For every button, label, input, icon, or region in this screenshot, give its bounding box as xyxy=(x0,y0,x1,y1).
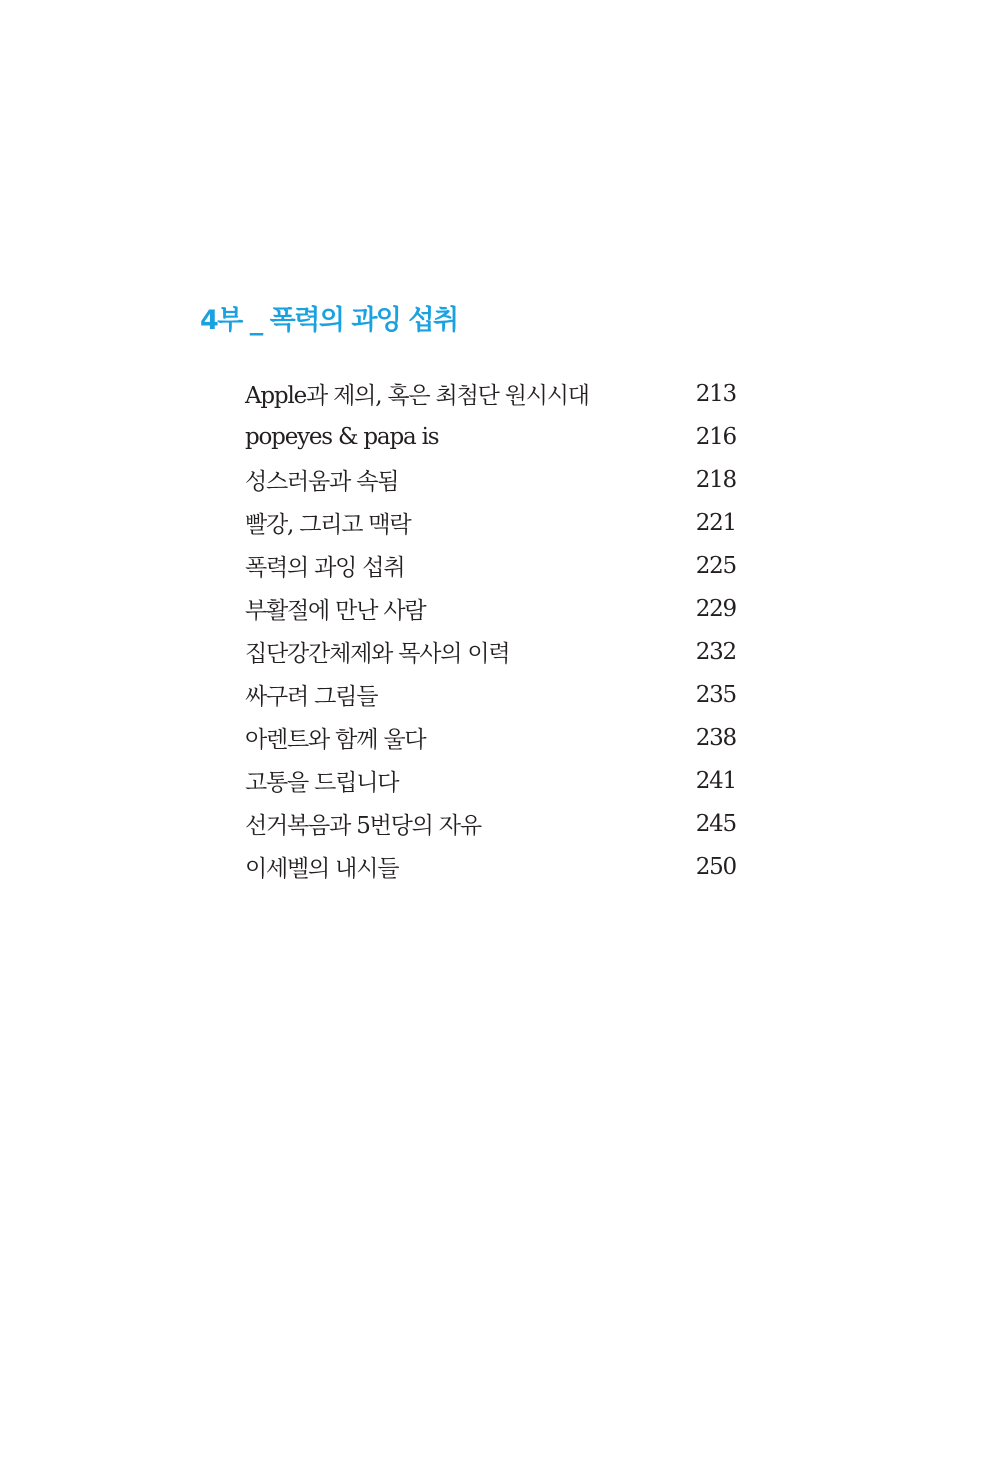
toc-entry xyxy=(245,845,736,888)
toc-entry-page: 216 xyxy=(695,423,736,450)
toc-entry xyxy=(245,673,736,716)
toc-entry-title: 선거복음과 5번당의 자유 xyxy=(245,813,481,839)
part-title: 4부 _ 폭력의 과잉 섭취 xyxy=(200,305,458,336)
toc-entry-page: 235 xyxy=(695,681,736,708)
toc-entry-page: 241 xyxy=(695,767,736,794)
toc-entry-page: 221 xyxy=(695,509,736,536)
toc-entry xyxy=(245,759,736,802)
toc-entry xyxy=(245,802,736,845)
toc-entry xyxy=(245,587,736,630)
toc-entry-title: popeyes & papa is xyxy=(245,423,439,450)
toc-entry xyxy=(245,630,736,673)
toc-entry-title: 성스러움과 속됨 xyxy=(245,469,399,495)
toc-entry xyxy=(245,372,736,415)
toc-entry-title: 빨강, 그리고 맥락 xyxy=(245,512,411,538)
toc-entry-title: 폭력의 과잉 섭취 xyxy=(245,555,405,581)
toc-entry xyxy=(245,501,736,544)
toc-entry xyxy=(245,716,736,759)
toc-entry-title: 부활절에 만난 사람 xyxy=(245,598,426,624)
toc-entry xyxy=(245,544,736,587)
toc-entry-page: 218 xyxy=(695,466,736,493)
toc-entry-title: 고통을 드립니다 xyxy=(245,770,399,796)
toc-entry-page: 232 xyxy=(695,638,736,665)
toc-entry-page: 229 xyxy=(695,595,736,622)
table-of-contents xyxy=(245,372,736,888)
toc-entry-page: 238 xyxy=(695,724,736,751)
toc-entry xyxy=(245,458,736,501)
toc-entry-title: Apple과 제의, 혹은 최첨단 원시시대 xyxy=(245,383,589,409)
toc-entry-title: 집단강간체제와 목사의 이력 xyxy=(245,641,510,667)
toc-entry-title: 싸구려 그림들 xyxy=(245,684,378,710)
toc-entry-title: 이세벨의 내시들 xyxy=(245,856,399,882)
toc-entry-page: 213 xyxy=(695,380,736,407)
toc-entry-page: 225 xyxy=(695,552,736,579)
toc-entry-title: 아렌트와 함께 울다 xyxy=(245,727,426,753)
toc-entry-page: 250 xyxy=(695,853,736,880)
toc-entry xyxy=(245,415,736,458)
toc-entry-page: 245 xyxy=(695,810,736,837)
